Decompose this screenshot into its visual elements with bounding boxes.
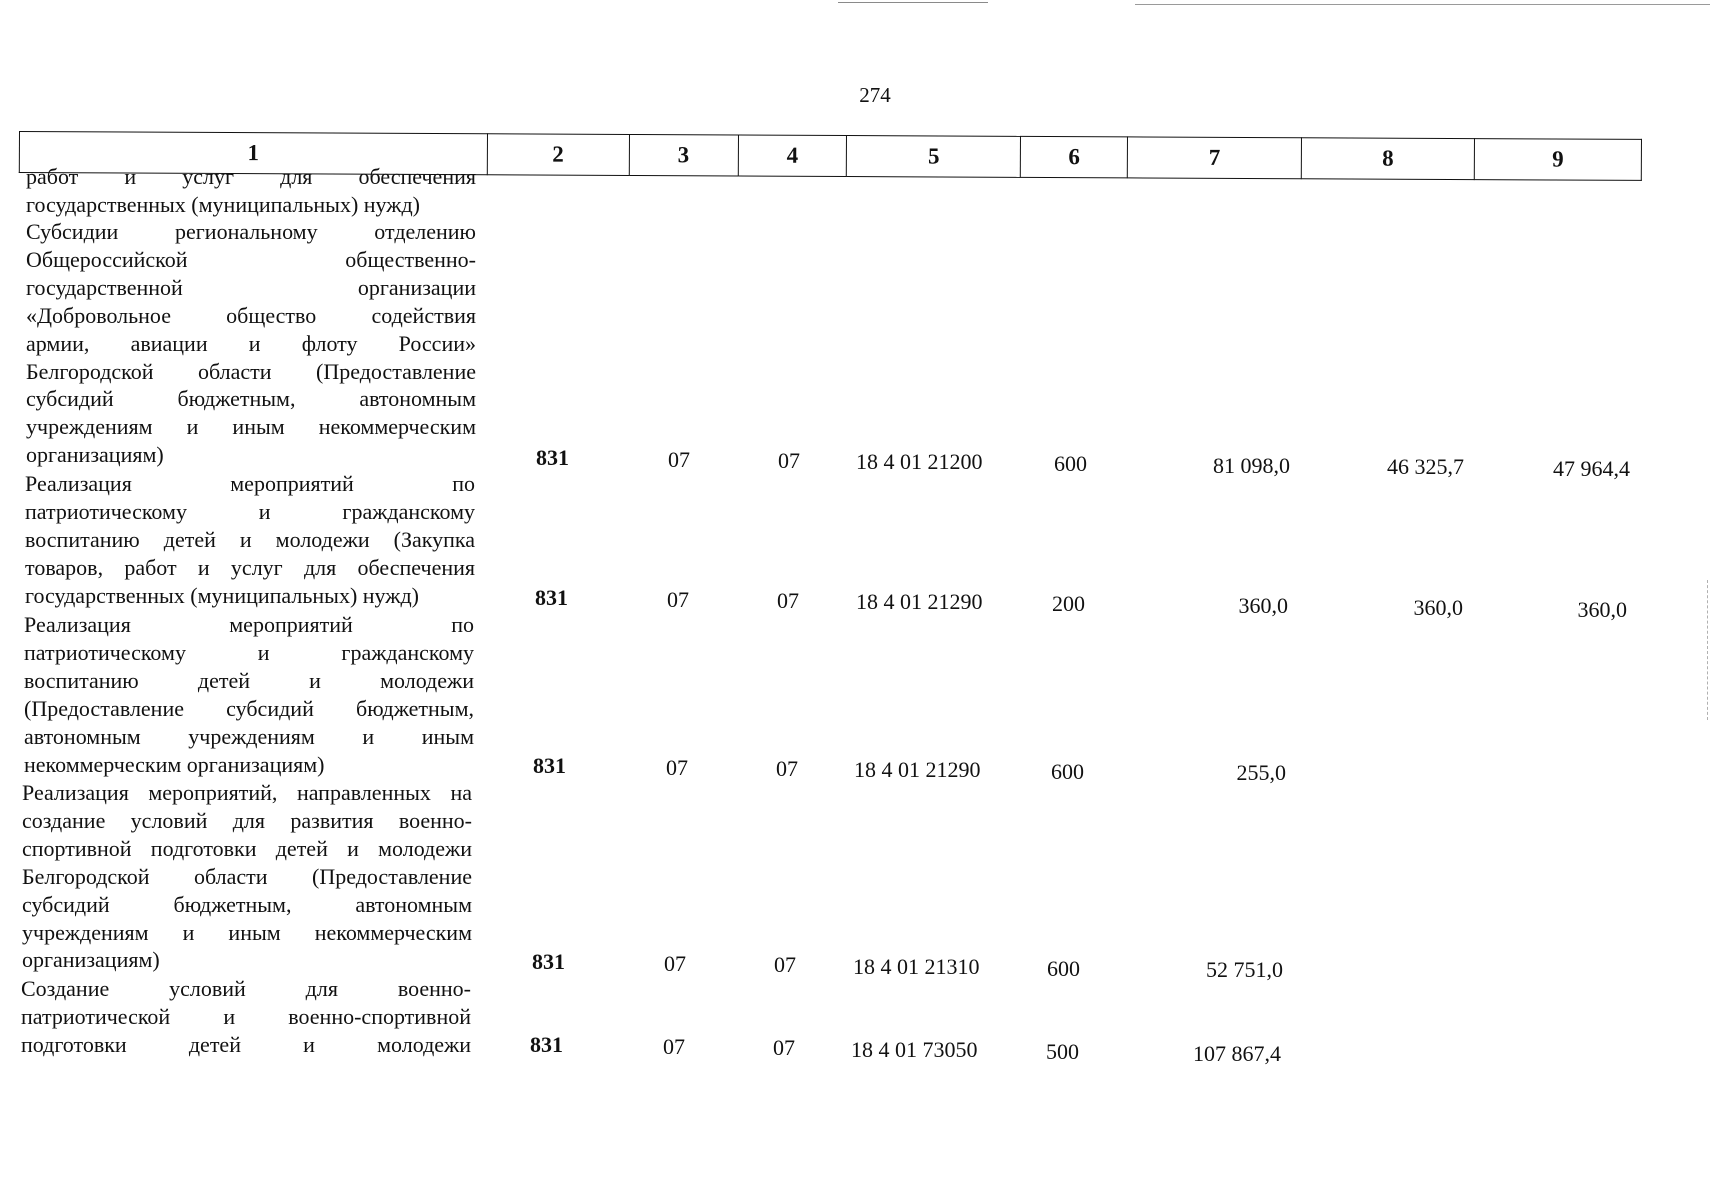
cell-amount-col9: 47 964,4: [1553, 456, 1630, 481]
cell-subsection: 07: [777, 588, 799, 613]
description-line: патриотическому и гражданскому: [24, 639, 474, 665]
cell-expense-type: 600: [1051, 759, 1084, 784]
cell-target-article: 18 4 01 21290: [854, 757, 981, 782]
cell-target-article: 18 4 01 73050: [851, 1037, 978, 1062]
cell-amount-col7: 107 867,4: [1193, 1041, 1281, 1066]
description-line: спортивной подготовки детей и молодежи: [22, 835, 472, 861]
description-line: Белгородской области (Предоставление: [22, 863, 472, 889]
cell-section: 07: [668, 447, 690, 472]
cell-expense-type: 600: [1054, 451, 1087, 476]
column-header-3: 3: [629, 134, 738, 176]
cell-amount-col8: 360,0: [1413, 595, 1463, 620]
description-line: Белгородской области (Предоставление: [26, 358, 476, 384]
cell-ministry: 831: [536, 445, 569, 470]
description-line: работ и услуг для обеспечения: [26, 164, 476, 189]
description-line: создание условий для развития военно-: [22, 807, 472, 833]
column-header-6: 6: [1021, 136, 1128, 178]
cell-target-article: 18 4 01 21290: [856, 589, 983, 614]
row-description: [26, 218, 476, 469]
cell-ministry: 831: [532, 949, 565, 974]
cell-amount-col8: 46 325,7: [1387, 454, 1464, 479]
cell-expense-type: 200: [1052, 591, 1085, 616]
description-line: учреждениям и иным некоммерческим: [26, 414, 476, 440]
cell-amount-col7: 52 751,0: [1206, 957, 1283, 982]
row-description: [24, 611, 474, 778]
row-description: [22, 779, 472, 974]
cell-section: 07: [663, 1034, 685, 1059]
cell-target-article: 18 4 01 21310: [853, 954, 980, 979]
description-line: Субсидии региональному отделению: [26, 219, 476, 244]
cell-expense-type: 500: [1046, 1039, 1079, 1064]
description-line: учреждениям и иным некоммерческим: [22, 919, 472, 945]
description-line: товаров, работ и услуг для обеспечения: [25, 554, 475, 580]
description-line: государственных (муниципальных) нужд): [26, 191, 420, 217]
cell-amount-col7: 81 098,0: [1213, 453, 1290, 478]
cell-amount-col7: 360,0: [1238, 593, 1288, 618]
cell-ministry: 831: [533, 753, 566, 778]
description-line: автономным учреждениям и иным: [24, 723, 474, 749]
description-line: организациям): [22, 947, 160, 973]
description-line: Создание условий для военно-: [21, 976, 471, 1001]
cell-subsection: 07: [773, 1035, 795, 1060]
description-line: воспитанию детей и молодежи: [24, 667, 474, 693]
description-line: организациям): [26, 442, 164, 468]
description-line: подготовки детей и молодежи: [21, 1031, 471, 1057]
cell-amount-col9: 360,0: [1577, 597, 1627, 622]
cell-section: 07: [664, 951, 686, 976]
cell-target-article: 18 4 01 21200: [856, 449, 983, 474]
row-description: [21, 975, 471, 1059]
description-line: Реализация мероприятий по: [24, 612, 474, 637]
cell-subsection: 07: [774, 952, 796, 977]
description-line: патриотической и военно-спортивной: [21, 1003, 471, 1029]
cell-ministry: 831: [535, 585, 568, 610]
cell-subsection: 07: [778, 448, 800, 473]
cell-subsection: 07: [776, 756, 798, 781]
description-line: армии, авиации и флоту России»: [26, 330, 476, 356]
cell-amount-col7: 255,0: [1236, 760, 1286, 785]
cell-expense-type: 600: [1047, 956, 1080, 981]
column-header-4: 4: [738, 135, 847, 177]
description-line: (Предоставление субсидий бюджетным,: [24, 695, 474, 721]
cell-ministry: 831: [530, 1032, 563, 1057]
column-header-7: 7: [1128, 137, 1302, 179]
description-line: Реализация мероприятий по: [25, 471, 475, 496]
cell-section: 07: [666, 755, 688, 780]
row-description: [25, 470, 475, 610]
description-line: субсидий бюджетным, автономным: [22, 891, 472, 917]
description-line: государственных (муниципальных) нужд): [25, 582, 419, 608]
column-header-1: 1: [19, 132, 487, 175]
description-line: Реализация мероприятий, направленных на: [22, 780, 472, 805]
description-line: государственной организации: [26, 274, 476, 300]
column-header-2: 2: [487, 134, 629, 176]
description-line: «Добровольное общество содействия: [26, 302, 476, 328]
row-description: [26, 163, 476, 219]
page-number: 274: [859, 83, 891, 107]
description-line: воспитанию детей и молодежи (Закупка: [25, 526, 475, 552]
description-line: субсидий бюджетным, автономным: [26, 386, 476, 412]
cell-section: 07: [667, 587, 689, 612]
column-header-8: 8: [1301, 138, 1474, 180]
column-header-9: 9: [1474, 139, 1641, 181]
description-line: Общероссийской общественно-: [26, 246, 476, 272]
description-line: некоммерческим организациям): [24, 751, 325, 777]
column-header-5: 5: [847, 136, 1021, 178]
description-line: патриотическому и гражданскому: [25, 498, 475, 524]
